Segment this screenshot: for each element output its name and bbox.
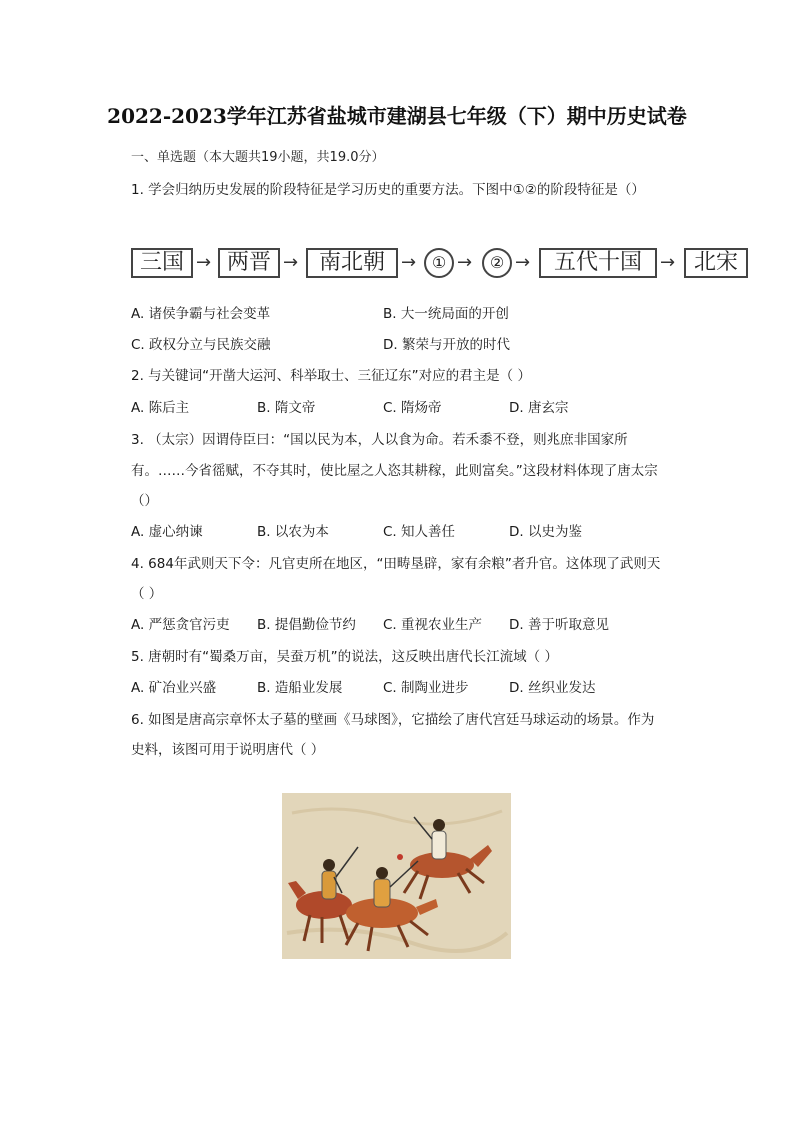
- question-1-text: 1. 学会归纳历史发展的阶段特征是学习历史的重要方法。下图中①②的阶段特征是（）: [131, 182, 645, 198]
- question-2-option-b[interactable]: B. 隋文帝: [257, 400, 316, 416]
- question-5-option-a[interactable]: A. 矿冶业兴盛: [131, 680, 217, 696]
- arrow-right-icon: →: [283, 252, 299, 273]
- arrow-right-icon: →: [401, 252, 417, 273]
- question-3-option-a[interactable]: A. 虚心纳谏: [131, 524, 203, 540]
- question-4-text-line-1: 4. 684年武则天下令：凡官吏所在地区，“田畴垦辟，家有余粮”者升官。这体现了武则天: [131, 556, 661, 572]
- question-5-option-d[interactable]: D. 丝织业发达: [509, 680, 596, 696]
- question-4-option-c[interactable]: C. 重视农业生产: [383, 617, 483, 633]
- question-2-option-c[interactable]: C. 隋炀帝: [383, 400, 442, 416]
- question-3-text-line-2: 有。……今省徭赋，不夺其时，使比屋之人恣其耕稼，此则富矣。”这段材料体现了唐太宗: [131, 463, 658, 479]
- dynasty-timeline: [131, 236, 751, 292]
- arrow-right-icon: →: [196, 252, 212, 273]
- timeline-item-nanbeichao: 南北朝: [306, 248, 398, 278]
- polo-ball: [397, 854, 403, 860]
- timeline-item-blank-1: ①: [424, 248, 454, 278]
- question-5-option-c[interactable]: C. 制陶业进步: [383, 680, 469, 696]
- polo-mural-image: [282, 793, 511, 959]
- question-2-text: 2. 与关键词“开凿大运河、科举取士、三征辽东”对应的君主是（ ）: [131, 368, 531, 384]
- question-5-option-b[interactable]: B. 造船业发展: [257, 680, 343, 696]
- question-3-text-line-1: 3. （太宗）因谓侍臣曰：“国以民为本，人以食为命。若禾黍不登，则兆庶非国家所: [131, 432, 628, 448]
- arrow-right-icon: →: [515, 252, 531, 273]
- question-3-text-line-3: （）: [131, 493, 158, 509]
- arrow-right-icon: →: [660, 252, 676, 273]
- timeline-item-sanguo: 三国: [131, 248, 193, 278]
- timeline-item-beisong: 北宋: [684, 248, 748, 278]
- question-6-text-line-1: 6. 如图是唐高宗章怀太子墓的壁画《马球图》，它描绘了唐代宫廷马球运动的场景。作为: [131, 712, 655, 728]
- question-3-option-b[interactable]: B. 以农为本: [257, 524, 329, 540]
- question-4-text-line-2: （ ）: [131, 586, 163, 602]
- question-2-option-d[interactable]: D. 唐玄宗: [509, 400, 569, 416]
- page-title: 2022-2023学年江苏省盐城市建湖县七年级（下）期中历史试卷: [107, 104, 687, 128]
- question-5-text: 5. 唐朝时有“蜀桑万亩，吴蚕万机”的说法，这反映出唐代长江流域（ ）: [131, 649, 558, 665]
- question-6-text-line-2: 史料，该图可用于说明唐代（ ）: [131, 742, 325, 758]
- question-4-option-a[interactable]: A. 严惩贪官污吏: [131, 617, 230, 633]
- question-1-option-a[interactable]: A. 诸侯争霸与社会变革: [131, 306, 271, 322]
- question-4-option-b[interactable]: B. 提倡勤俭节约: [257, 617, 356, 633]
- question-1-option-c[interactable]: C. 政权分立与民族交融: [131, 337, 271, 353]
- question-1-option-b[interactable]: B. 大一统局面的开创: [383, 306, 509, 322]
- question-1-option-d[interactable]: D. 繁荣与开放的时代: [383, 337, 510, 353]
- timeline-item-wudai: 五代十国: [539, 248, 657, 278]
- timeline-item-liangjin: 两晋: [218, 248, 280, 278]
- question-3-option-d[interactable]: D. 以史为鉴: [509, 524, 582, 540]
- question-3-option-c[interactable]: C. 知人善任: [383, 524, 456, 540]
- question-4-option-d[interactable]: D. 善于听取意见: [509, 617, 609, 633]
- question-2-option-a[interactable]: A. 陈后主: [131, 400, 190, 416]
- timeline-item-blank-2: ②: [482, 248, 512, 278]
- section-heading: 一、单选题（本大题共19小题，共19.0分）: [131, 150, 385, 165]
- arrow-right-icon: →: [457, 252, 473, 273]
